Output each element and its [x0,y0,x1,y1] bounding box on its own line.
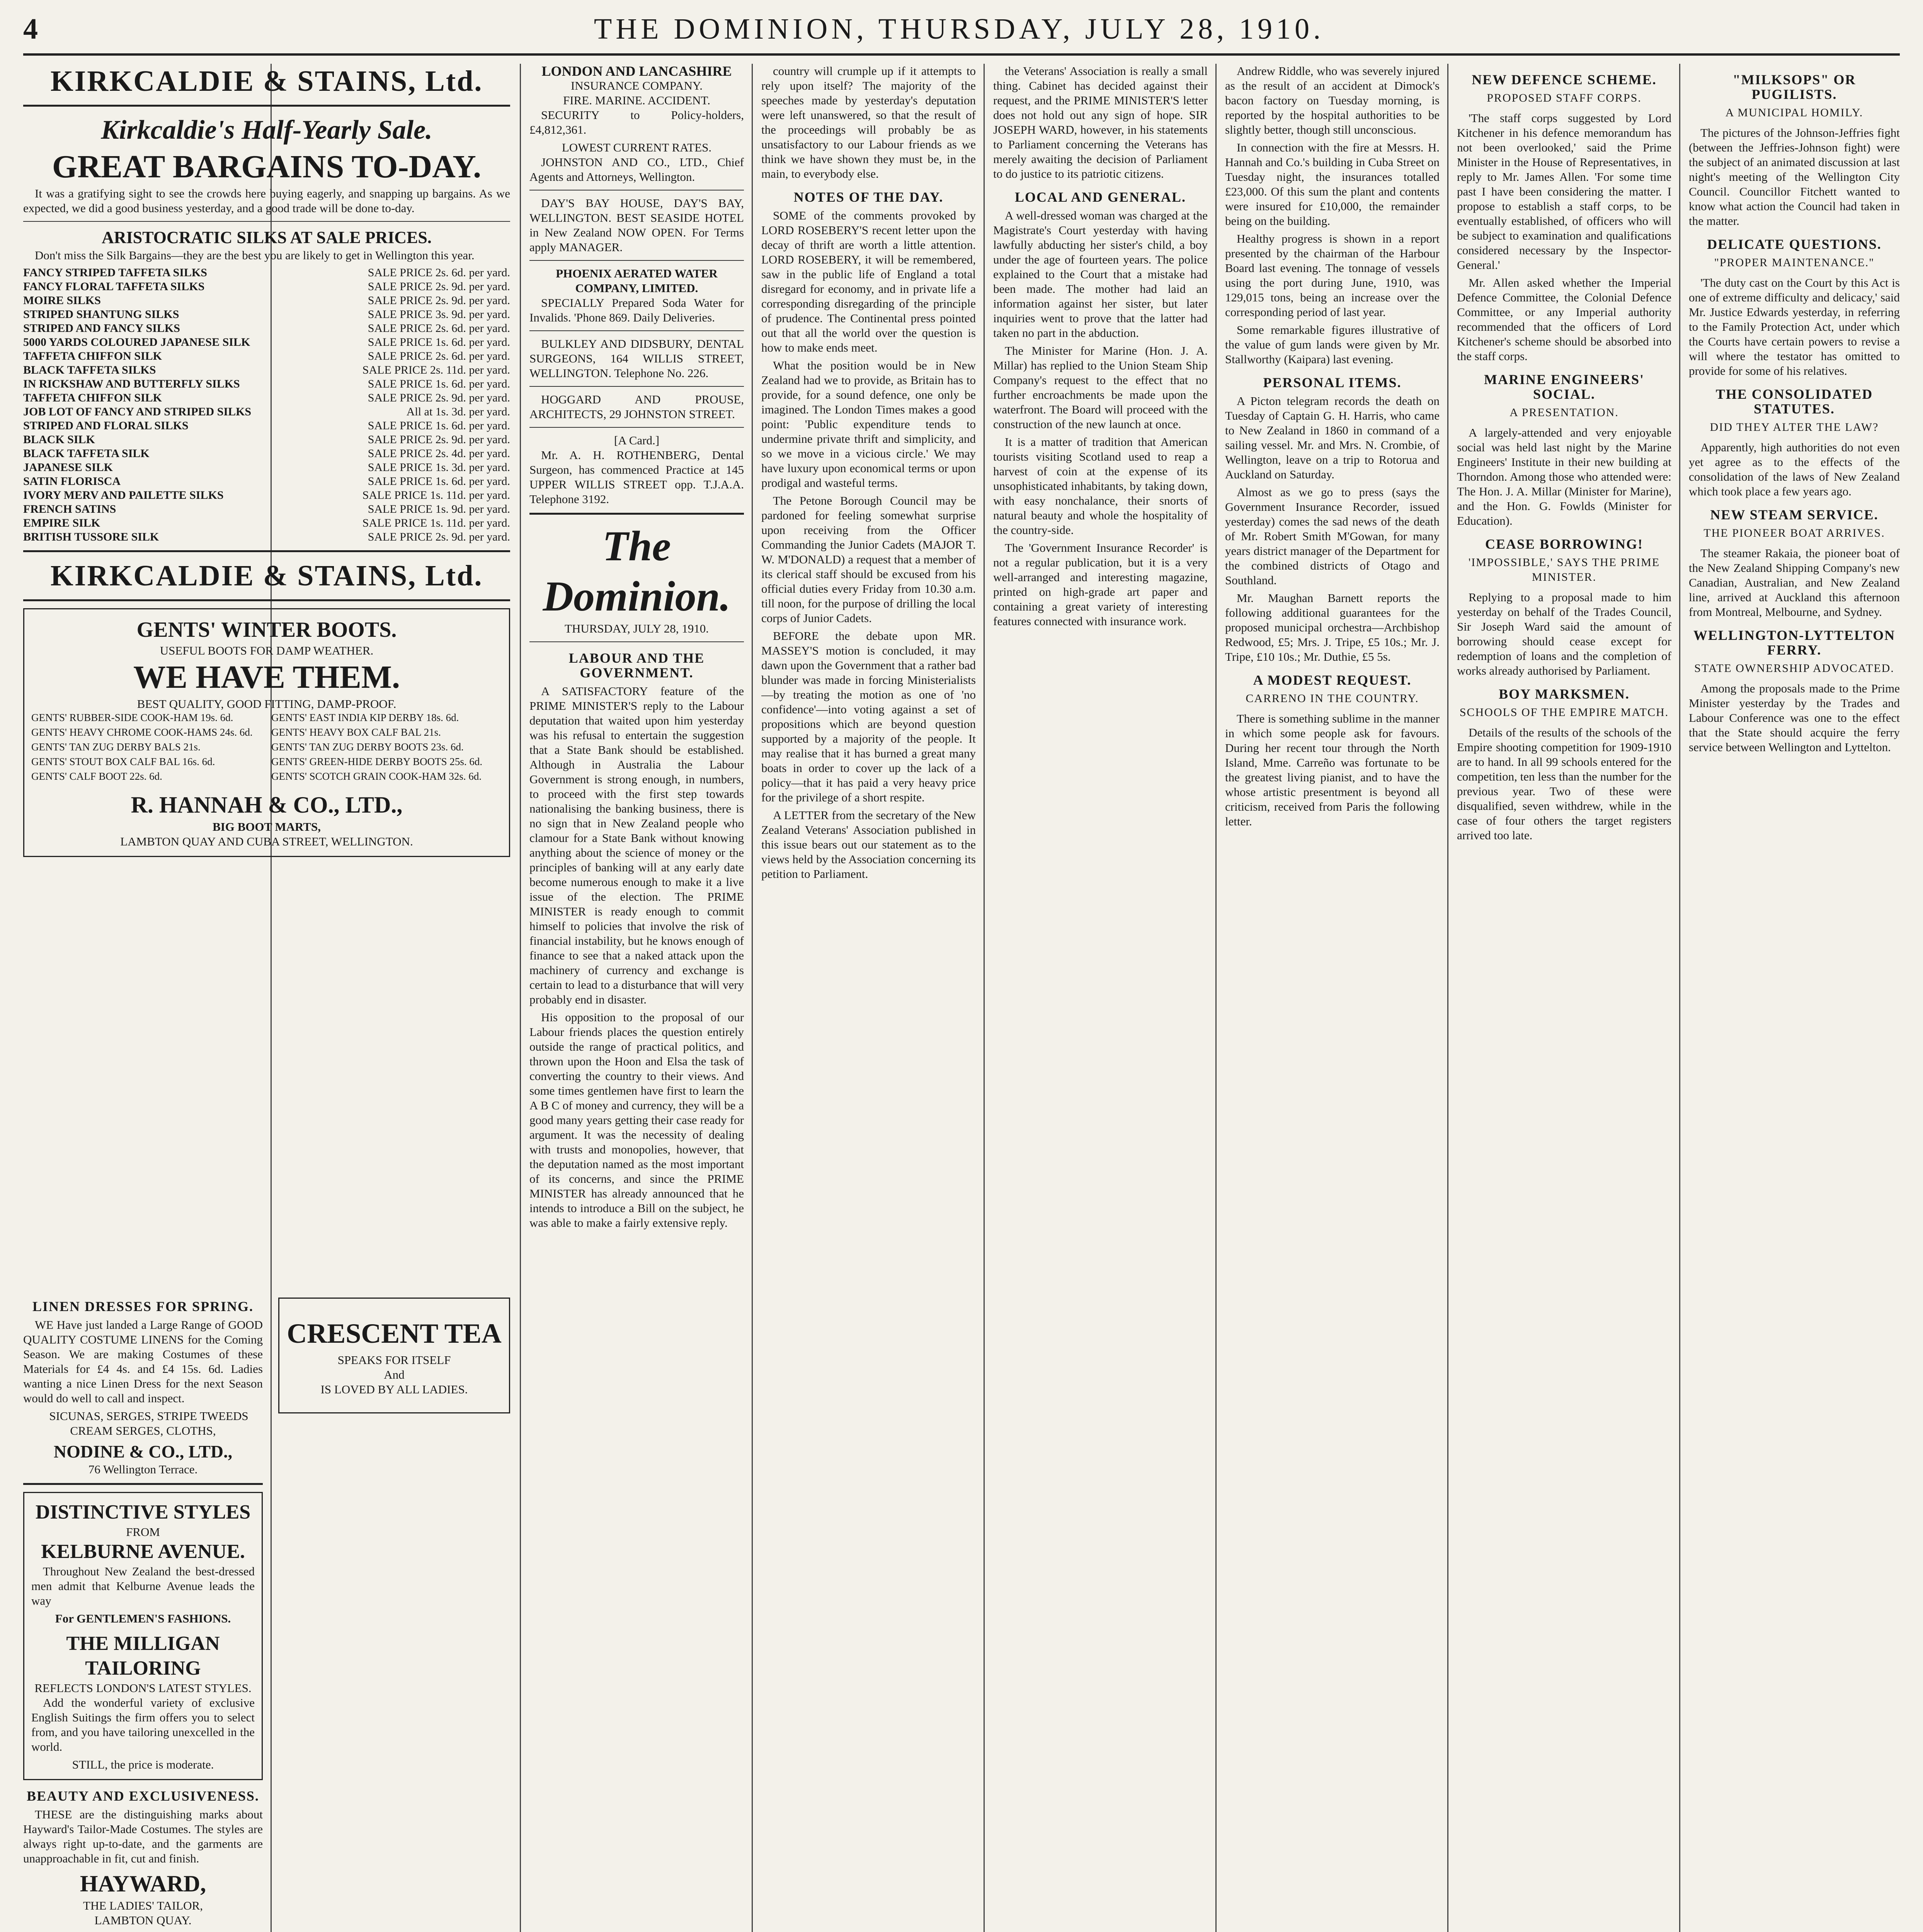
column-2 [529,64,744,1932]
boot-item: GENTS' EAST INDIA KIP DERBY 18s. 6d. [271,712,459,723]
masthead-rule [23,53,1900,56]
silks-heading: ARISTOCRATIC SILKS AT SALE PRICES. [102,228,432,247]
local-body-3: It is a matter of tradition that American tourists visiting Scotland used to reap a harvest of coin at the expense of its unsophisticated inhabitants, by taking down, with easy nonchalance, their snorts of natural beauty and whole the hospitality of the country-side. [993,435,1208,537]
column-4 [993,64,1208,1932]
personal-body-2: Almost as we go to press (says the Government Insurance Recorder, issued yesterday) comes the sad news of the death of Mr. Robert Smith M'Gowan, for many years district manager of the Department for the combined districts of Otago and Southland. [1225,485,1440,587]
steam-subheading: THE PIONEER BOAT ARRIVES. [1703,527,1885,539]
local-body: A well-dressed woman was charged at the Magistrate's Court yesterday with having lawfully abducting her sister's child, a boy under the age of fourteen years. The police explained to the Court that a mistake had been made. The mother had laid an information against her sister, but later inquiries went to prove that the latter had taken no part in the abduction. [993,209,1208,340]
defence-subheading: PROPOSED STAFF CORPS. [1487,92,1642,104]
silk-item: BRITISH TUSSORE SILK SALE PRICE 2s. 9d. per yard. [23,531,510,543]
hayward-sub: THE LADIES' TAILOR, [83,1899,203,1912]
statutes-body: Apparently, high authorities do not even yet agree as to the effects of the consolidation of the laws of New Zealand which took place a few years ago. [1689,440,1900,498]
milligan-body: Add the wonderful variety of exclusive English Suitings the firm offers you to select from, and you have tailoring unexcelled in the world. [31,1696,255,1753]
cease-body: Replying to a proposal made to him yesterday on behalf of the Trades Council, Sir Joseph Ward said the amount of borrowing should cease except for redemption of loans and the completion of works already authorised by Parliament. [1457,590,1671,677]
silk-item: TAFFETA CHIFFON SILK SALE PRICE 2s. 6d. per yard. [23,350,510,362]
column-rule [984,64,985,1932]
lnl-lines: FIRE. MARINE. ACCIDENT. [563,94,710,107]
boot-item: GENTS' HEAVY CHROME COOK-HAMS 24s. 6d. [31,726,253,738]
marine-body: A largely-attended and very enjoyable social was held last night by the Marine Engineers' Institute in their new building at Thorndon. Among those who attended were: The Hon. J. A. Millar (Minister for Marine), and the Hon. G. Fowlds (Minister for Education). [1457,426,1671,527]
silk-item: STRIPED AND FANCY SILKS SALE PRICE 2s. 6d. per yard. [23,322,510,335]
local-heading: LOCAL AND GENERAL. [1014,189,1186,205]
days-bay-ad: DAY'S BAY HOUSE, DAY'S BAY, WELLINGTON. BEST SEASIDE HOTEL in New Zealand NOW OPEN. For Terms apply MANAGER. [529,196,744,254]
cease-heading: CEASE BORROWING! [1485,536,1644,552]
dateline: THURSDAY, JULY 28, 1910. [565,622,709,635]
column-6 [1457,64,1671,1932]
carreno-heading: CARRENO IN THE COUNTRY. [1246,692,1419,705]
local-body-4: The 'Government Insurance Recorder' is not a regular publication, but it is a very well-arranged and interesting magazine, printed on high-grade art paper and containing a great variety of interesting features connected with insurance work. [993,541,1208,628]
divider [529,513,744,515]
milksops-subheading: A MUNICIPAL HOMILY. [1725,106,1863,119]
distinctive-heading: DISTINCTIVE STYLES [35,1501,251,1523]
divider [23,1483,263,1485]
silk-item: SATIN FLORISCA SALE PRICE 1s. 6d. per yard. [23,475,510,488]
boot-item: GENTS' CALF BOOT 22s. 6d. [31,770,162,782]
column-rule [1447,64,1448,1932]
divider [529,260,744,261]
carreno-body: There is something sublime in the manner in which some people ask for favours. During her recent tour through the North Island, Mme. Carreño was fortunate to be the greatest living pianist, and to have the whose artistic presentment is beyond all criticism, received from Paris the following letter. [1225,712,1440,828]
nodine-address: 76 Wellington Terrace. [88,1463,198,1476]
silk-item: STRIPED AND FLORAL SILKS SALE PRICE 1s. 6d. per yard. [23,419,510,432]
leader-body-2: His opposition to the proposal of our Labour friends places the question entirely outside the range of practical politics, and thrown upon the Hoon and Elsa the task of converting the country to their views. And some times gentlemen have first to learn the A B C of money and currency, they will be a good many years getting their case ready for argument. It was the necessity of dealing with trusts and monopolies, however, that the deputation named as the most important of its concerns, and since the PRIME MINISTER has already announced that he intends to introduce a Bill on the subject, he was able to make a fairly extensive reply. [529,1010,744,1230]
milksops-body: The pictures of the Johnson-Jeffries fight (between the Jeffries-Johnson fight) were the subject of an animated discussion at last night's meeting of the Wellington City Council. Councillor Fitchett wanted to know what action the Council had taken in the matter. [1689,126,1900,228]
lnl-heading: LONDON AND LANCASHIRE [541,64,732,79]
defence-heading: NEW DEFENCE SCHEME. [1472,72,1657,87]
hannah-sub: BIG BOOT MARTS, [213,820,321,833]
divider [23,550,510,552]
personal-heading: PERSONAL ITEMS. [1263,375,1402,390]
boot-item: GENTS' GREEN-HIDE DERBY BOOTS 25s. 6d. [271,756,483,767]
ad-banner-bottom: KIRKCALDIE & STAINS, Ltd. [50,560,483,592]
defence-body: 'The staff corps suggested by Lord Kitchener in his defence memorandum has not been overlooked,' said the Prime Minister in the House of Representatives, in reply to Mr. James Allen. 'For some time past I have been considering the matter. I propose to establish a staff corps, to be eventually established, of officers who will be subject to examination and qualifications considered necessary by the Inspector-General.' [1457,111,1671,272]
from-label: FROM [126,1525,160,1539]
kelburne-ad [23,1492,263,1780]
linen-heading: LINEN DRESSES FOR SPRING. [32,1299,254,1314]
nodine-name: NODINE & CO., LTD., [53,1442,233,1461]
lnl-sub: INSURANCE COMPANY. [570,79,703,92]
silk-item: FANCY FLORAL TAFFETA SILKS SALE PRICE 2s. 9d. per yard. [23,280,510,293]
ferry-subheading: STATE OWNERSHIP ADVOCATED. [1694,662,1894,675]
boot-item: GENTS' TAN ZUG DERBY BOOTS 23s. 6d. [271,741,464,753]
column-7 [1689,64,1900,1932]
milligan-tail: STILL, the price is moderate. [72,1758,214,1771]
fire-item: In connection with the fire at Messrs. H. Hannah and Co.'s building in Cuba Street on Tuesday night, the insurances totalled £23,000. Of this sum the plant and contents were insured for £10,000, the remainder being on the building. [1225,141,1440,228]
marine-subheading: A PRESENTATION. [1509,406,1619,419]
steam-body: The steamer Rakaia, the pioneer boat of the New Zealand Shipping Company's new Canadian, Australian, and New Zealand line, arrived at Auckland this afternoon from Montreal, Melbourne, and Sydney. [1689,546,1900,619]
silk-item: TAFFETA CHIFFON SILK SALE PRICE 2s. 9d. per yard. [23,391,510,404]
notes-heading: NOTES OF THE DAY. [793,189,944,205]
letter-item: A LETTER from the secretary of the New Zealand Veterans' Association published in this issue bears out our statement as to the views held by the Association concerning its petition to Parliament. [761,808,976,881]
silk-item: EMPIRE SILK SALE PRICE 1s. 11d. per yard. [23,517,510,529]
ad-intro: It was a gratifying sight to see the crowds here buying eagerly, and snapping up bargains. As we expected, we did a good business yesterday, and a good trade will be done to-day. [23,187,510,215]
silk-item: IN RICKSHAW AND BUTTERFLY SILKS SALE PRICE 1s. 6d. per yard. [23,378,510,390]
beauty-body: THESE are the distinguishing marks about Hayward's Tailor-Made Costumes. The styles are always right up-to-date, and the garments are unapproachable in fit, cut and finish. [23,1808,263,1865]
card-label: [A Card.] [614,434,660,447]
rothenberg-ad: Mr. A. H. ROTHENBERG, Dental Surgeon, has commenced Practice at 145 UPPER WILLIS STREET opp. T.J.A.A. Telephone 3192. [529,448,744,506]
statutes-subheading: DID THEY ALTER THE LAW? [1710,421,1879,434]
hayward-address: LAMBTON QUAY. [94,1913,192,1927]
boots-subheading: USEFUL BOOTS FOR DAMP WEATHER. [160,644,374,657]
delicate-heading: DELICATE QUESTIONS. [1707,236,1882,252]
ferry-body: Among the proposals made to the Prime Minister yesterday by the Trades and Labour Conference was one to the effect that the State should acquire the ferry service between Wellington and Lyttelton. [1689,682,1900,754]
boy-body: Details of the results of the schools of the Empire shooting competition for 1909-1910 are to hand. In all 99 schools entered for the competition, ten less than the number for the previous year. Two of these were disqualified, seven withdrew, while in the case of four others the target registers arrived too late. [1457,726,1671,842]
column-5 [1225,64,1440,1932]
kelburne-body: Throughout New Zealand the best-dressed men admit that Kelburne Avenue leads the way [31,1565,255,1607]
boots-heading: GENTS' WINTER BOOTS. [136,618,397,642]
ad-banner: KIRKCALDIE & STAINS, Ltd. [50,65,483,97]
defence-body-2: Mr. Allen asked whether the Imperial Defence Committee, the Colonial Defence Committee, or any Imperial authority recommended that the officers of Lord Kitchener's scheme should be absorbed into the staff corps. [1457,276,1671,363]
notes-body: SOME of the comments provoked by LORD ROSEBERY'S recent letter upon the decay of thrift are worth a little attention. LORD ROSEBERY, it will be remembered, saw in the public life of England a total disregard for economy, and in private life a corresponding disregarding of the principle of prudence. The Continental press pointed out that all the world over the question is how to make ends meet. [761,209,976,354]
steam-heading: NEW STEAM SERVICE. [1710,507,1879,522]
small-ads-left [23,1291,263,1932]
silk-item: JAPANESE SILK SALE PRICE 1s. 3d. per yard. [23,461,510,474]
silk-item: FANCY STRIPED TAFFETA SILKS SALE PRICE 2s. 6d. per yard. [23,266,510,279]
kirkcaldie-advertisement [23,64,510,1274]
silk-item: FRENCH SATINS SALE PRICE 1s. 9d. per yard. [23,503,510,515]
masthead [23,8,1900,50]
delicate-body: 'The duty cast on the Court by this Act is one of extreme difficulty and delicacy,' said Mr. Justice Edwards yesterday, in referring to the Family Protection Act, under which the Courts have certain powers to revise a will where the testator has omitted to provide for some of his relatives. [1689,276,1900,378]
milksops-heading: "MILKSOPS" OR PUGILISTS. [1732,72,1856,102]
leader-body: A SATISFACTORY feature of the PRIME MINISTER'S reply to the Labour deputation that waited upon him yesterday was his refusal to entertain the suggestion that a State Bank should be established. Although in Australia the Labour Government is strong enough, in numbers, to proceed with the first step towards nationalising the banking business, there is no sign that in New Zealand people who clamour for a State Bank without knowing anything about the science of money or the principles of banking will at any early date become numerous enough to make it a live issue of the election. The PRIME MINISTER is ready enough to commit himself to policies that involve the risk of financial instability, but he knows enough of finance to see that a naked attack upon the machinery of currency and exchange is certain to lead to a disturbance that will very probably end in disaster. [529,684,744,1006]
personal-body-3: Mr. Maughan Barnett reports the following additional guarantees for the proposed municipal orchestra—Archbishop Redwood, £5; Mrs. J. Tripe, £5 10s.; Mr. J. Tripe, £10 10s.; Mr. Duthie, £5 5s. [1225,591,1440,663]
boot-item: GENTS' SCOTCH GRAIN COOK-HAM 32s. 6d. [271,770,482,782]
crescent-tea-ad [278,1291,510,1932]
hayward-name: HAYWARD, [80,1871,206,1896]
linen-tail: SICUNAS, SERGES, STRIPE TWEEDS CREAM SERGES, CLOTHS, [49,1409,248,1437]
divider [529,330,744,331]
lnl-agents: JOHNSTON AND CO., LTD., Chief Agents and Attorneys, Wellington. [529,155,744,184]
silk-item: MOIRE SILKS SALE PRICE 2s. 9d. per yard. [23,294,510,307]
silks-intro: Don't miss the Silk Bargains—they are the best you are likely to get in Wellington this year. [35,248,475,262]
boots-tagline: BEST QUALITY, GOOD FITTING, DAMP-PROOF. [137,697,397,711]
harbour-item: Healthy progress is shown in a report presented by the chairman of the Harbour Board last evening. The tonnage of vessels using the port during June, 1910, was 129,015 tons, being an increase over the corresponding period of last year. [1225,232,1440,319]
divider [23,221,510,222]
divider [529,427,744,428]
hannah-name: R. HANNAH & CO., LTD., [131,792,403,818]
milligan-heading: THE MILLIGAN TAILORING [66,1633,220,1679]
boots-big: WE HAVE THEM. [133,659,400,695]
crescent-box [278,1298,510,1413]
ad-headline: GREAT BARGAINS TO-DAY. [52,149,482,185]
divider [529,641,744,642]
ferry-heading: WELLINGTON-LYTTELTON FERRY. [1693,628,1896,658]
hannah-boots-ad [23,608,510,857]
ad-sale-title: Kirkcaldie's Half-Yearly Sale. [101,115,432,145]
delicate-subheading: "PROPER MAINTENANCE." [1714,256,1875,269]
gents-fashions: For GENTLEMEN'S FASHIONS. [55,1612,231,1625]
crescent-line2: And [384,1368,405,1381]
lnl-rates: LOWEST CURRENT RATES. [562,141,712,154]
silk-item: STRIPED SHANTUNG SILKS SALE PRICE 3s. 9d. per yard. [23,308,510,321]
divider [23,105,510,107]
boot-item: GENTS' TAN ZUG DERBY BALS 21s. [31,741,201,753]
modest-heading: A MODEST REQUEST. [1253,672,1412,688]
personal-body: A Picton telegram records the death on Tuesday of Captain G. H. Harris, who came to New Zealand in 1860 in command of a sailing vessel. Mr. and Mrs. N. Crombie, of Wellington, leave on a trip to Rotorua and Auckland on Saturday. [1225,394,1440,481]
veterans-item: the Veterans' Association is really a small thing. Cabinet has decided against their request, and the PRIME MINISTER'S letter does not hold out any sign of hope. SIR JOSEPH WARD, however, in his statements to Parliament concerning the Veterans has merely awaiting the decision of Parliament to do justice to its patriotic citizens. [993,64,1208,180]
kelburne-heading: KELBURNE AVENUE. [41,1541,245,1563]
newspaper-dateline: THE DOMINION, THURSDAY, JULY 28, 1910. [594,12,1325,45]
boy-subheading: SCHOOLS OF THE EMPIRE MATCH. [1459,706,1669,719]
notes-body-2: What the position would be in New Zealand had we to provide, as Britain has to provide, for a sound defence, one only be imagined. The London Times makes a good point: 'Public expenditure tends to undermine private thrift and simplicity, and so we move in a vicious circle.' We may have luxury upon economical terms or upon prodigal and wasteful terms. [761,359,976,490]
page-number: 4 [23,12,42,45]
silk-item: BLACK TAFFETA SILK SALE PRICE 2s. 4d. per yard. [23,447,510,460]
divider [23,599,510,601]
leader-heading: LABOUR AND THE GOVERNMENT. [568,650,705,680]
boy-heading: BOY MARKSMEN. [1499,686,1630,702]
crescent-line1: SPEAKS FOR ITSELF [337,1353,451,1367]
silks-list [23,266,510,544]
linen-body: WE Have just landed a Large Range of GOOD QUALITY COSTUME LINENS for the Coming Season. We are making Costumes of these Materials for £4 4s. and £4 15s. 6d. Ladies wanting a nice Linen Dress for the next Season would do well to call and inspect. [23,1318,263,1405]
phoenix-body: SPECIALLY Prepared Soda Water for Invalids. 'Phone 869. Daily Deliveries. [529,296,744,324]
column-rule [1679,64,1680,1932]
paper-nameplate: The Dominion. [543,522,731,620]
boot-item: GENTS' RUBBER-SIDE COOK-HAM 19s. 6d. [31,712,233,723]
silk-item: BLACK TAFFETA SILKS SALE PRICE 2s. 11d. per yard. [23,364,510,376]
column-rule [752,64,753,1932]
silk-item: BLACK SILK SALE PRICE 2s. 9d. per yard. [23,433,510,446]
riddle-item: Andrew Riddle, who was severely injured as the result of an accident at Dimock's bacon factory on Tuesday morning, is reported by the hospital authorities to be slightly better, though still unconscious. [1225,64,1440,136]
boots-list [31,711,502,782]
boot-item: GENTS' STOUT BOX CALF BAL 16s. 6d. [31,756,215,767]
silk-item: JOB LOT OF FANCY AND STRIPED SILKS All at 1s. 3d. per yard. [23,405,510,418]
crescent-title: CRESCENT TEA [287,1318,502,1349]
hoggard-ad: HOGGARD AND PROUSE, ARCHITECTS, 29 JOHNSTON STREET. [529,393,744,421]
crescent-line3: IS LOVED BY ALL LADIES. [320,1383,468,1396]
debate-item: BEFORE the debate upon MR. MASSEY'S motion is concluded, it may dawn upon the Government that a rather bad blunder was made in forcing Ministerialists—by treating the motion as one of 'no confidence'—into voting against a set of propositions which are beyond question supported by a majority of the people. It may realise that it has burned a great many boats in order to cover up the lack of a policy—that it has paid a very heavy price for the privilege of a short respite. [761,629,976,804]
milligan-sub: REFLECTS LONDON'S LATEST STYLES. [34,1681,252,1695]
column-3 [761,64,976,1932]
marine-heading: MARINE ENGINEERS' SOCIAL. [1484,372,1645,402]
petone-item: The Petone Borough Council may be pardoned for feeling somewhat surprise upon receiving from the Officer Commanding the Junior Cadets (MAJOR T. W. M'DONALD) a request that a member of its clerical staff should be excused from his official duties every Friday from 10.30 a.m. till noon, for the purpose of drilling the local corps of Junior Cadets. [761,494,976,625]
column-rule [520,64,521,1932]
silk-item: IVORY MERV AND PAILETTE SILKS SALE PRICE 1s. 11d. per yard. [23,489,510,502]
silk-item: 5000 YARDS COLOURED JAPANESE SILK SALE PRICE 1s. 6d. per yard. [23,336,510,349]
beauty-heading: BEAUTY AND EXCLUSIVENESS. [27,1788,259,1804]
column-rule [1215,64,1217,1932]
bulkley-ad: BULKLEY AND DIDSBURY, DENTAL SURGEONS, 164 WILLIS STREET, WELLINGTON. Telephone No. 226. [529,337,744,380]
phoenix-heading: PHOENIX AERATED WATER COMPANY, LIMITED. [556,267,718,295]
divider [529,386,744,387]
statutes-heading: THE CONSOLIDATED STATUTES. [1715,386,1873,417]
hannah-address: LAMBTON QUAY AND CUBA STREET, WELLINGTON. [120,835,413,848]
local-body-2: The Minister for Marine (Hon. J. A. Millar) has replied to the Union Steam Ship Company's request to the effect that no further encroachments be made upon the waterfront. The Board will proceed with the construction of the new launch at once. [993,344,1208,431]
lnl-security: SECURITY to Policy-holders, £4,812,361. [529,108,744,136]
gum-item: Some remarkable figures illustrative of the value of gum lands were given by Mr. Stallworthy (Kaipara) last evening. [1225,323,1440,366]
cease-subheading: 'IMPOSSIBLE,' SAYS THE PRIME MINISTER. [1468,556,1660,583]
leader-continued: country will crumple up if it attempts to rely upon itself? The majority of the speeches made by yesterday's deputation were left unanswered, so that the result of the proceedings will probably be as unsatisfactory to our Labour friends as we think we have shown they must be, in the main, to everybody else. [761,64,976,180]
boot-item: GENTS' HEAVY BOX CALF BAL 21s. [271,726,441,738]
